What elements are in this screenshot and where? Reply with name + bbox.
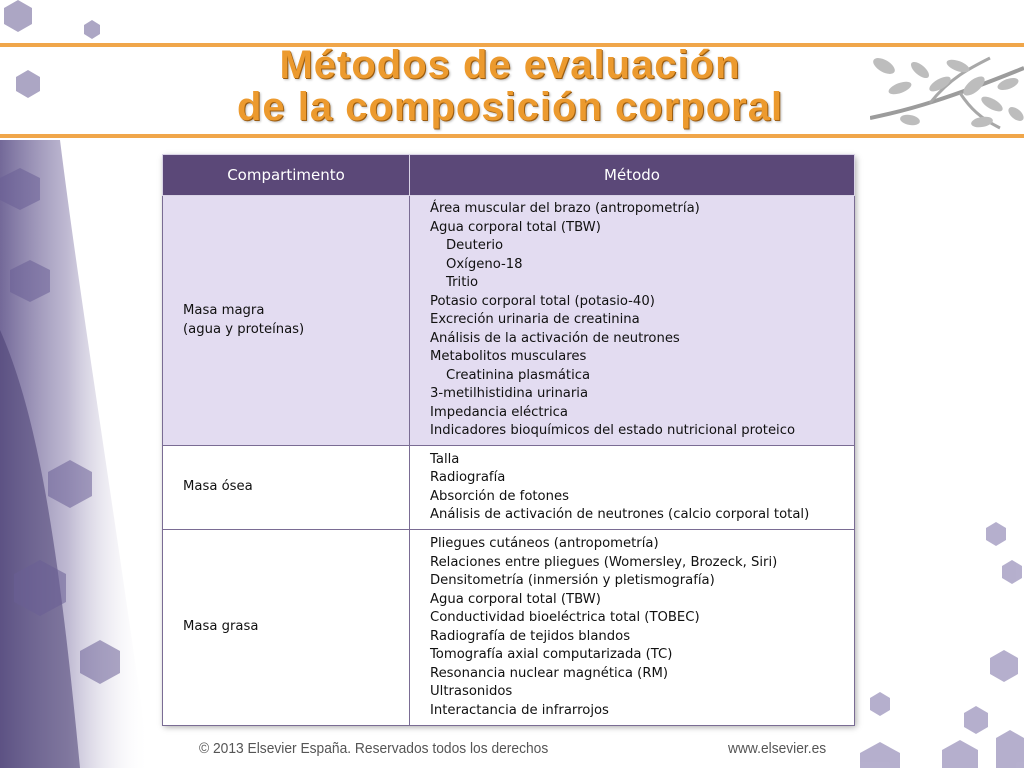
method-item: Análisis de activación de neutrones (calcio corporal total) <box>430 507 810 522</box>
method-item: Tritio <box>446 275 479 291</box>
header-method: Método <box>410 155 855 196</box>
method-item: Radiografía <box>430 470 506 485</box>
page-title <box>180 44 840 128</box>
compartment-cell <box>163 196 410 446</box>
method-item: Agua corporal total (TBW) <box>430 219 601 235</box>
method-item: Pliegues cutáneos (antropometría) <box>430 536 659 551</box>
method-item: Análisis de la activación de neutrones <box>430 330 680 346</box>
method-item: 3-metilhistidina urinaria <box>430 386 589 402</box>
title-line-1: Métodos de evaluación <box>279 43 741 87</box>
table-row <box>163 530 855 726</box>
method-item: Absorción de fotones <box>430 488 569 504</box>
method-item: Talla <box>430 451 460 467</box>
method-item: Área muscular del brazo (antropometría) <box>430 201 700 217</box>
method-item: Relaciones entre pliegues (Womersley, Brozeck, Siri) <box>430 554 778 570</box>
title-line-2: de la composición corporal <box>236 85 784 129</box>
method-item: Indicadores bioquímicos del estado nutricional proteico <box>430 423 796 439</box>
tree-branch-icon <box>870 48 1024 138</box>
footer-copyright: © 2013 Elsevier España. Reservados todos los derechos <box>199 740 549 757</box>
compartment-cell <box>163 446 410 530</box>
method-item: Resonancia nuclear magnética (RM) <box>430 665 669 681</box>
method-item: Oxígeno-18 <box>446 256 523 272</box>
methods-cell <box>410 196 855 446</box>
method-item: Impedancia eléctrica <box>430 404 568 420</box>
methods-cell <box>410 530 855 726</box>
methods-cell <box>410 446 855 530</box>
method-item: Densitometría (inmersión y pletismografía) <box>430 573 715 588</box>
header-compartment: Compartimento <box>163 155 410 196</box>
methods-table <box>162 154 855 726</box>
table-row <box>163 196 855 446</box>
method-item: Potasio corporal total (potasio-40) <box>430 293 655 309</box>
table-row <box>163 446 855 530</box>
method-item: Metabolitos musculares <box>430 349 587 365</box>
compartment-label: (agua y proteínas) <box>183 321 305 337</box>
method-item: Creatinina plasmática <box>446 367 591 383</box>
method-item: Tomografía axial computarizada (TC) <box>430 647 673 662</box>
method-item: Agua corporal total (TBW) <box>430 591 601 607</box>
compartment-cell <box>163 530 410 726</box>
compartment-label: Masa grasa <box>183 619 259 635</box>
methods-table-container <box>162 154 854 724</box>
compartment-label: Masa magra <box>183 303 265 318</box>
compartment-label: Masa ósea <box>183 479 253 495</box>
method-item: Excreción urinaria de creatinina <box>430 312 640 328</box>
method-item: Interactancia de infrarrojos <box>430 702 609 718</box>
footer-website: www.elsevier.es <box>728 740 827 757</box>
method-item: Deuterio <box>446 238 504 254</box>
table-header-row <box>163 155 855 196</box>
method-item: Conductividad bioeléctrica total (TOBEC) <box>430 610 700 625</box>
method-item: Ultrasonidos <box>430 684 513 699</box>
method-item: Radiografía de tejidos blandos <box>430 628 631 644</box>
